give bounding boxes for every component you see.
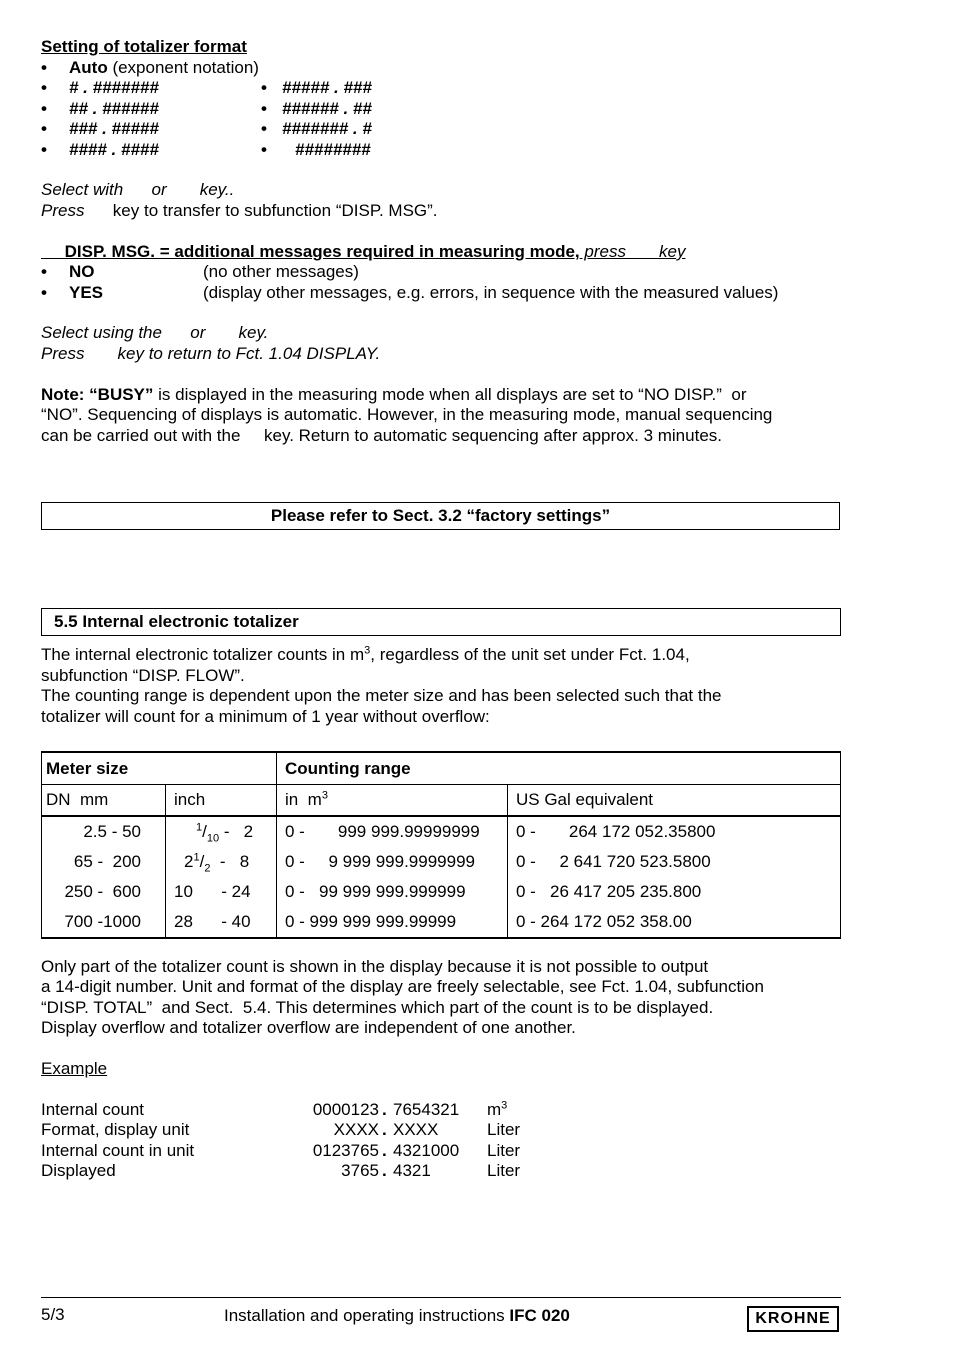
note-line: can be carried out with the key. Return to automatic sequencing after approx. 3 minutes.: [41, 426, 722, 445]
body-line: a 14-digit number. Unit and format of the display are freely selectable, see Fct. 1.04, subfunction: [41, 977, 764, 996]
cell-dn: 700 -1000: [42, 907, 166, 938]
cell-usgal: 0 - 26 417 205 235.800: [508, 877, 841, 907]
table-row: [42, 907, 841, 938]
bullet: •: [261, 119, 267, 138]
note-line: [41, 385, 746, 405]
counting-range-table: [41, 751, 841, 939]
note-text: is displayed in the measuring mode when all displays are set to “NO DISP.” or: [153, 385, 747, 404]
format-option: ########: [295, 140, 371, 159]
footer-model: IFC 020: [509, 1306, 570, 1325]
cell-dn: 250 - 600: [42, 877, 166, 907]
body-line: Display overflow and totalizer overflow are independent of one another.: [41, 1018, 576, 1037]
yes-option-label: YES: [69, 283, 104, 302]
example-label: Internal count: [41, 1100, 145, 1119]
cell-inch: 28 - 40: [166, 907, 277, 938]
press-word: Press: [41, 201, 85, 220]
no-option-label: NO: [69, 262, 95, 281]
superscript: 3: [501, 1099, 508, 1112]
cell-m3: 0 - 999 999 999.99999: [277, 907, 508, 938]
cell-usgal: 0 - 2 641 720 523.5800: [508, 847, 841, 877]
example-unit: [487, 1100, 507, 1120]
format-option: ### . #####: [69, 119, 159, 138]
bullet: •: [41, 58, 47, 77]
format-option: ####### . #: [282, 119, 372, 138]
auto-option: [69, 58, 259, 78]
header-counting-range: Counting range: [277, 752, 841, 785]
bullet: •: [261, 140, 267, 159]
example-unit: Liter: [487, 1161, 521, 1180]
section-number: 5.5: [54, 612, 78, 631]
example-left-digits: XXXX: [333, 1120, 379, 1139]
page-number: 5/3: [41, 1305, 65, 1324]
table-row: [42, 847, 841, 877]
intro-line: [41, 645, 690, 665]
disp-msg-title: DISP. MSG. = additional messages required in measuring mode,: [41, 242, 580, 261]
example-unit: Liter: [487, 1120, 521, 1139]
format-option: #### . ####: [69, 140, 159, 159]
format-option: # . #######: [69, 78, 159, 97]
bullet: •: [261, 99, 267, 118]
table-subheader-row: [42, 785, 841, 817]
press-instruction: [41, 201, 438, 221]
example-left-digits: 0000123: [312, 1100, 379, 1119]
subheader-dn: DN mm: [42, 785, 166, 817]
table-row: [42, 877, 841, 907]
bullet: •: [261, 78, 267, 97]
format-option: ###### . ##: [282, 99, 372, 118]
yes-option-desc: (display other messages, e.g. errors, in sequence with the measured values): [203, 283, 779, 302]
body-line: “DISP. TOTAL” and Sect. 5.4. This determines which part of the count is to be displayed.: [41, 998, 714, 1017]
cell-usgal: 0 - 264 172 052 358.00: [508, 907, 841, 938]
cell-usgal: 0 - 264 172 052.35800: [508, 816, 841, 847]
select-instruction: Select using the or key.: [41, 323, 269, 342]
factory-settings-box: Please refer to Sect. 3.2 “factory settings”: [41, 502, 840, 530]
example-label: Internal count in unit: [41, 1141, 195, 1160]
totalizer-format-heading: Setting of totalizer format: [41, 37, 247, 56]
cell-m3: 0 - 99 999 999.999999: [277, 877, 508, 907]
example-unit: Liter: [487, 1141, 521, 1160]
auto-desc: (exponent notation): [107, 58, 259, 77]
disp-msg-heading: [41, 242, 685, 262]
table-header-row: [42, 752, 841, 785]
cell-inch: $^1/_{10} - 2$: [166, 816, 277, 847]
header-meter-size: Meter size: [42, 752, 277, 785]
intro-text: The internal electronic totalizer counts in m: [41, 645, 365, 664]
inch-range: - 8: [210, 852, 250, 871]
example-left-digits: 3765: [341, 1161, 379, 1180]
example-right-digits: 4321: [393, 1161, 431, 1180]
press-rest: key to transfer to subfunction “DISP. MSG”.: [84, 201, 438, 220]
section-title: Internal electronic totalizer: [82, 612, 299, 631]
auto-label: Auto: [69, 58, 108, 77]
subheader-usgal: US Gal equivalent: [508, 785, 841, 817]
fraction-numerator: 1: [196, 821, 203, 834]
section-heading-box: [41, 608, 841, 636]
note-prefix: Note: “BUSY”: [41, 385, 154, 404]
format-option: ##### . ###: [282, 78, 372, 97]
intro-line: The counting range is dependent upon the meter size and has been selected such that the: [41, 686, 722, 705]
intro-text: , regardless of the unit set under Fct. 1.04,: [370, 645, 690, 664]
decimal-point: .: [382, 1141, 387, 1160]
subheader-inch: inch: [166, 785, 277, 817]
example-left-digits: 0123765: [312, 1141, 379, 1160]
footer-title: [224, 1306, 570, 1326]
cell-m3: 0 - 999 999.99999999: [277, 816, 508, 847]
cell-inch: 10 - 24: [166, 877, 277, 907]
example-heading: Example: [41, 1059, 108, 1078]
bullet: •: [41, 119, 47, 138]
disp-msg-tail: press key: [579, 242, 686, 261]
bullet: •: [41, 262, 47, 281]
example-label: Displayed: [41, 1161, 116, 1180]
cell-dn: 65 - 200: [42, 847, 166, 877]
example-right-digits: 7654321: [393, 1100, 460, 1119]
subheader-m3: [277, 785, 508, 817]
superscript: 3: [321, 789, 328, 802]
bullet: •: [41, 140, 47, 159]
decimal-point: .: [382, 1120, 387, 1139]
intro-line: subfunction “DISP. FLOW”.: [41, 666, 245, 685]
m3-label: in m: [285, 790, 322, 809]
press-instruction: Press key to return to Fct. 1.04 DISPLAY.: [41, 344, 381, 363]
select-instruction: Select with or key..: [41, 180, 235, 199]
krohne-logo: KROHNE: [747, 1306, 839, 1332]
inch-whole: 2: [184, 852, 194, 871]
footer-title-text: Installation and operating instructions: [224, 1306, 510, 1325]
bullet: •: [41, 78, 47, 97]
bullet: •: [41, 283, 47, 302]
bullet: •: [41, 99, 47, 118]
example-label: Format, display unit: [41, 1120, 190, 1139]
superscript: 3: [364, 644, 371, 657]
example-right-digits: XXXX: [393, 1120, 439, 1139]
fraction-numerator: 1: [193, 851, 200, 864]
footer-divider: [41, 1297, 841, 1298]
table-row: [42, 816, 841, 847]
cell-inch: $2^1/_2 - 8$: [166, 847, 277, 877]
format-option: ## . ######: [69, 99, 159, 118]
example-right-digits: 4321000: [393, 1141, 460, 1160]
fraction-denominator: 10: [206, 832, 220, 845]
unit-text: m: [487, 1100, 502, 1119]
fraction-denominator: 2: [204, 862, 211, 875]
decimal-point: .: [382, 1161, 387, 1180]
decimal-point: .: [382, 1100, 387, 1119]
cell-dn: 2.5 - 50: [42, 816, 166, 847]
note-line: “NO”. Sequencing of displays is automatic. However, in the measuring mode, manual sequencing: [41, 405, 773, 424]
body-line: Only part of the totalizer count is shown in the display because it is not possible to output: [41, 957, 709, 976]
intro-line: totalizer will count for a minimum of 1 year without overflow:: [41, 707, 490, 726]
no-option-desc: (no other messages): [203, 262, 359, 281]
inch-range: - 2: [219, 822, 254, 841]
cell-m3: 0 - 9 999 999.9999999: [277, 847, 508, 877]
